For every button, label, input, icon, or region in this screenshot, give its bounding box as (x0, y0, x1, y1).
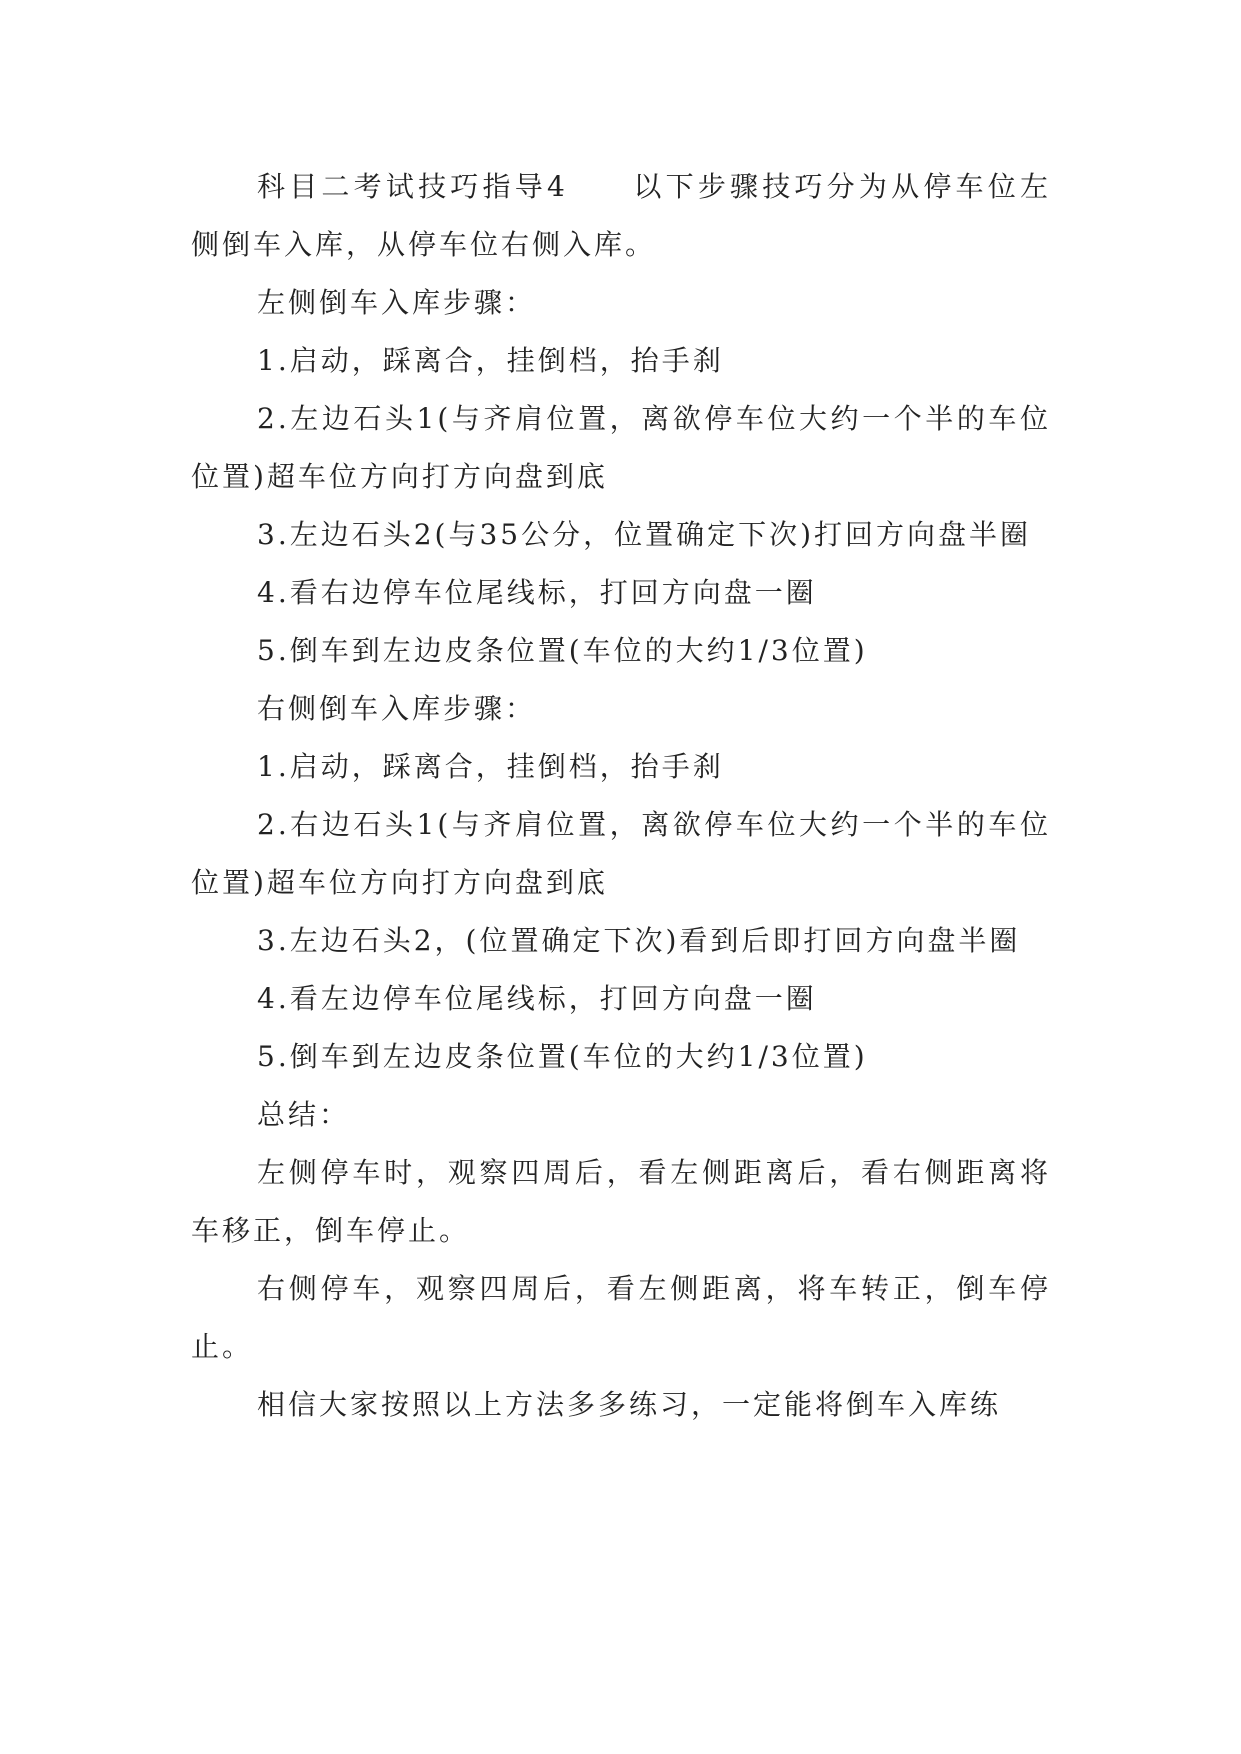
section-heading-right-reverse: 右侧倒车入库步骤： (257, 692, 537, 725)
left-step-4: 4.看右边停车位尾线标，打回方向盘一圈 (257, 576, 817, 609)
right-step-1: 1.启动，踩离合，挂倒档，抬手刹 (257, 750, 724, 783)
section-heading-left-reverse: 左侧倒车入库步骤： (257, 286, 537, 319)
closing-paragraph: 相信大家按照以上方法多多练习，一定能将倒车入库练 (257, 1388, 1002, 1421)
summary-right-paragraph: 右侧停车，观察四周后，看左侧距离，将车转正，倒车停止。 (191, 1272, 1051, 1363)
right-step-2: 2.右边石头1(与齐肩位置，离欲停车位大约一个半的车位位置)超车位方向打方向盘到底 (191, 808, 1051, 899)
right-step-4: 4.看左边停车位尾线标，打回方向盘一圈 (257, 982, 817, 1015)
left-step-5: 5.倒车到左边皮条位置(车位的大约1/3位置) (257, 634, 868, 667)
right-step-3: 3.左边石头2，(位置确定下次)看到后即打回方向盘半圈 (257, 924, 1021, 957)
right-step-5: 5.倒车到左边皮条位置(车位的大约1/3位置) (257, 1040, 868, 1073)
summary-heading: 总结： (257, 1098, 351, 1131)
document-page (191, 158, 1051, 1434)
intro-paragraph: 科目二考试技巧指导4 以下步骤技巧分为从停车位左侧倒车入库，从停车位右侧入库。 (191, 170, 1051, 261)
summary-left-paragraph: 左侧停车时，观察四周后，看左侧距离后，看右侧距离将车移正，倒车停止。 (191, 1156, 1051, 1247)
left-step-1: 1.启动，踩离合，挂倒档，抬手刹 (257, 344, 724, 377)
left-step-2: 2.左边石头1(与齐肩位置，离欲停车位大约一个半的车位位置)超车位方向打方向盘到底 (191, 402, 1051, 493)
left-step-3: 3.左边石头2(与35公分，位置确定下次)打回方向盘半圈 (257, 518, 1032, 551)
